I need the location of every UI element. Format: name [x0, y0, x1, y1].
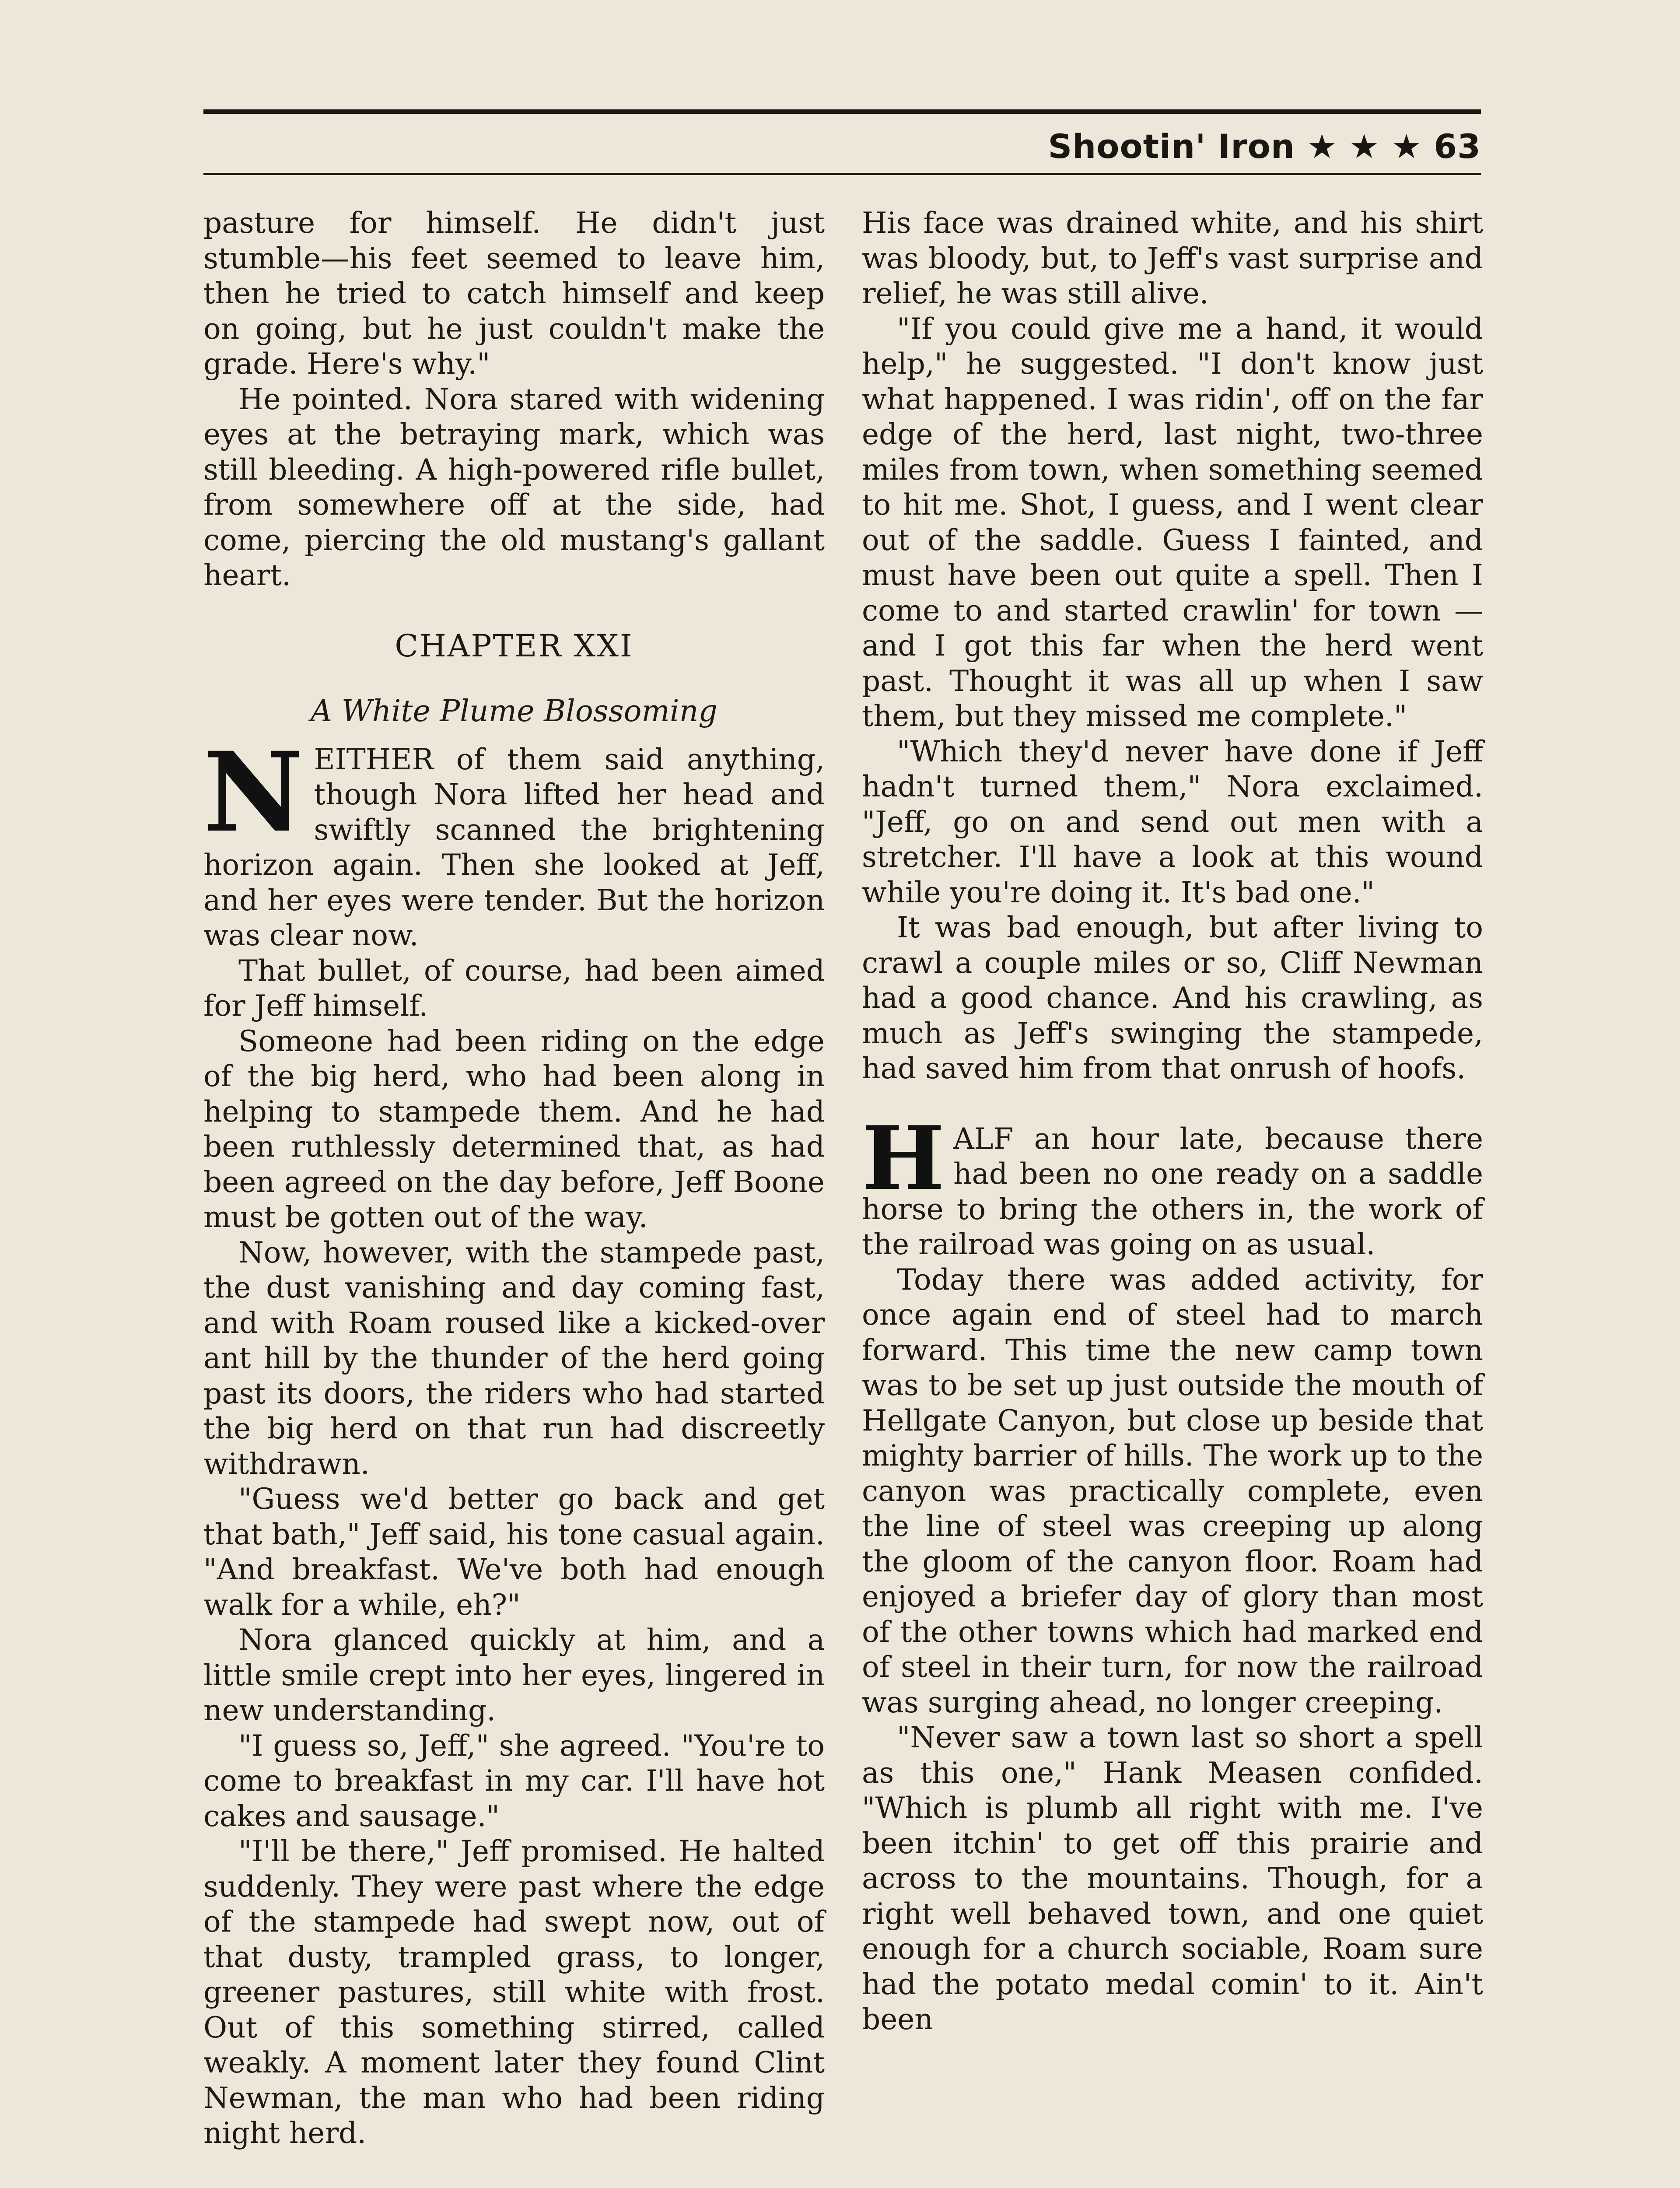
drop-cap-letter: H	[862, 1107, 945, 1210]
right-column	[862, 206, 1483, 2037]
paragraph-text: ALF an hour late, because there had been no one ready on a saddle horse to bring the others in, the work of the railroad was going on as usual.	[862, 1122, 1483, 1261]
paragraph: Now, however, with the stampede past, the dust vanishing and day coming fast, and with Roam roused like a kicked-over ant hill by the thunder of the herd going past its doors, the riders who had started the big herd on that run had discreetly withdrawn.	[203, 1235, 825, 1481]
paragraph: "Which they'd never have done if Jeff hadn't turned them," Nora exclaimed. "Jeff, go on and send out men with a stretcher. I'll have a look at this wound while you're doing it. It's bad one."	[862, 734, 1483, 909]
paragraph-with-dropcap	[203, 727, 825, 954]
top-rule	[203, 109, 1481, 114]
chapter-subtitle: A White Plume Blossoming	[311, 694, 718, 729]
drop-cap-letter: N	[203, 727, 304, 856]
paragraph: It was bad enough, but after living to crawl a couple miles or so, Cliff Newman had a good chance. And his crawling, as much as Jeff's swinging the stampede, had saved him from that onrush of hoofs.	[862, 911, 1483, 1085]
chapter-title: CHAPTER XXI	[395, 628, 634, 664]
paragraph: Today there was added activity, for once again end of steel had to march forward. This time the new camp town was to be set up just outside the mouth of Hellgate Canyon, but close up beside that mighty barrier of hills. The work up to the canyon was practically complete, even the line of steel was creeping up along the gloom of the canyon floor. Roam had enjoyed a briefer day of glory than most of the other towns which had marked end of steel in their turn, for now the railroad was surging ahead, no longer creeping.	[862, 1262, 1483, 1719]
paragraph: "I'll be there," Jeff promised. He halted suddenly. They were past where the edge of the stampede had swept now, out of that dusty, trampled grass, to longer, greener pastures, still white with frost. Out of this something stirred, called weakly. A moment later they found Clint Newman, the man who had been riding night herd.	[203, 1834, 825, 2150]
paragraph-with-dropcap	[862, 1107, 1483, 1262]
section-break	[862, 1087, 1483, 1122]
paragraph: "I guess so, Jeff," she agreed. "You're to come to breakfast in my car. I'll have hot cakes and sausage."	[203, 1729, 825, 1833]
paragraph: That bullet, of course, had been aimed for Jeff himself.	[203, 954, 825, 1023]
paragraph: Nora glanced quickly at him, and a little smile crept into her eyes, lingered in new understanding.	[203, 1623, 825, 1727]
paragraph: "If you could give me a hand, it would help," he suggested. "I don't know just what happened. I was ridin', off on the far edge of the herd, last night, two-three miles from town, when something seemed to hit me. Shot, I guess, and I went clear out of the saddle. Guess I fainted, and must have been out quite a spell. Then I come to and started crawlin' for town —and I got this far when the herd went past. Thought it was all up when I saw them, but they missed me complete."	[862, 312, 1483, 733]
paragraph: pasture for himself. He didn't just stumble—his feet seemed to leave him, then he tried to catch himself and keep on going, but he just couldn't make the grade. Here's why."	[203, 206, 825, 381]
paragraph: Someone had been riding on the edge of the big herd, who had been along in helping to stampede them. And he had been ruthlessly determined that, as had been agreed on the day before, Jeff Boone must be gotten out of the way.	[203, 1024, 825, 1234]
paragraph: "Never saw a town last so short a spell as this one," Hank Measen confided. "Which is plumb all right with me. I've been itchin' to get off this prairie and across to the mountains. Though, for a right well behaved town, and one quiet enough for a church sociable, Roam sure had the potato medal comin' to it. Ain't been	[862, 1721, 1483, 2036]
header-rule	[203, 173, 1481, 175]
running-head: Shootin' Iron ★ ★ ★ 63	[1048, 127, 1481, 166]
paragraph: He pointed. Nora stared with widening eyes at the betraying mark, which was still bleeding. A high-powered rifle bullet, from somewhere off at the side, had come, piercing the old mustang's gallant heart.	[203, 382, 825, 592]
paragraph: His face was drained white, and his shirt was bloody, but, to Jeff's vast surprise and relief, he was still alive.	[862, 206, 1483, 310]
paragraph: "Guess we'd better go back and get that bath," Jeff said, his tone casual again. "And breakfast. We've both had enough walk for a while, eh?"	[203, 1482, 825, 1622]
left-column	[203, 206, 825, 2151]
paragraph-text: EITHER of them said anything, though Nora lifted her head and swiftly scanned the brightening horizon again. Then she looked at Jeff, and her eyes were tender. But the horizon was clear now.	[203, 742, 825, 952]
